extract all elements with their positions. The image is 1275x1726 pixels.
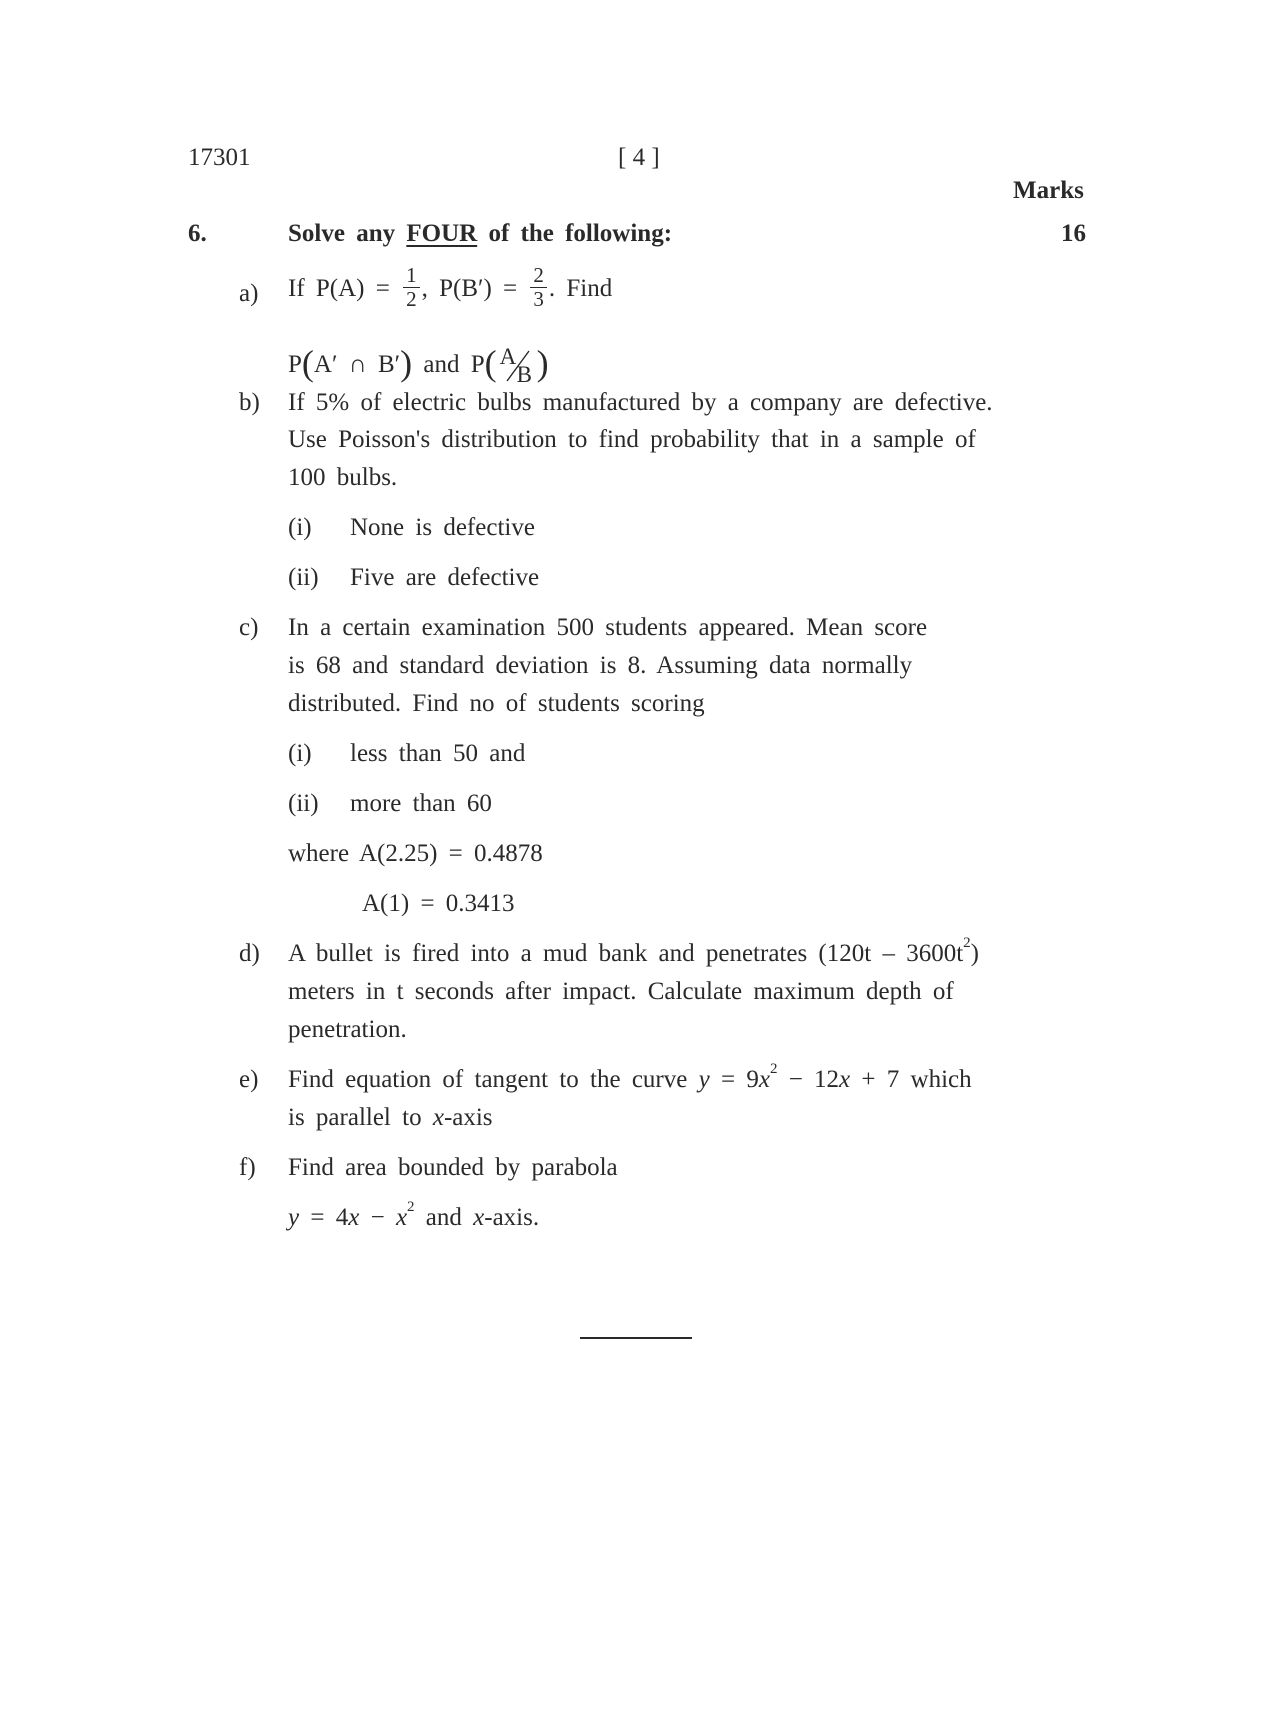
part-b-sub-i-text: None is defective <box>350 514 535 541</box>
marks-heading: Marks <box>1013 177 1084 204</box>
paper-code: 17301 <box>188 144 251 171</box>
part-c-sub-ii-text: more than 60 <box>350 790 492 817</box>
part-d-line1: A bullet is fired into a mud bank and penetrates $(120t - 3600t^2)$ <box>288 935 979 967</box>
label-b: b) <box>239 389 260 416</box>
fraction-one-half: $\frac{1}{2}$ <box>403 265 420 310</box>
label-f: f) <box>239 1154 256 1181</box>
part-c-line2: is 68 and standard deviation is 8. Assuming data normally <box>288 652 913 679</box>
part-c-sub-i-text: less than 50 and <box>350 740 526 767</box>
label-e: e) <box>239 1066 259 1093</box>
label-c: c) <box>239 614 259 641</box>
question-instruction: Solve any FOUR of the following: <box>288 220 673 247</box>
part-d-line3: penetration. <box>288 1016 407 1043</box>
part-a-line2: P(A′ ∩ B′) and P( A B ) <box>288 343 549 388</box>
part-c-where-1: where A(2.25) = 0.4878 <box>288 840 543 867</box>
part-c-line3: distributed. Find no of students scoring <box>288 690 705 717</box>
part-d-line2: meters in t seconds after impact. Calculate maximum depth of <box>288 978 954 1005</box>
conditional-a-given-b: A B <box>499 344 532 388</box>
page-number: [ 4 ] <box>618 144 660 171</box>
part-b-line3: 100 bulbs. <box>288 464 398 491</box>
emphasis-four: FOUR <box>406 220 478 247</box>
fraction-two-thirds: $\frac{2}{3}$ <box>530 265 547 310</box>
part-c-line1: In a certain examination 500 students appeared. Mean score <box>288 614 928 641</box>
part-c-sub-i-num: (i) <box>288 740 312 767</box>
label-a: a) <box>239 280 259 307</box>
part-e-line2: is parallel to x-axis <box>288 1104 493 1131</box>
part-c-sub-ii-num: (ii) <box>288 790 319 817</box>
end-rule <box>580 1337 692 1339</box>
part-f-line1: Find area bounded by parabola <box>288 1154 618 1181</box>
question-marks: 16 <box>1061 220 1086 247</box>
part-c-where-2: A(1) = 0.3413 <box>362 890 515 917</box>
question-number: 6. <box>188 220 207 247</box>
label-d: d) <box>239 940 260 967</box>
part-b-sub-ii-text: Five are defective <box>350 564 540 591</box>
part-b-line2: Use Poisson's distribution to find probability that in a sample of <box>288 426 976 453</box>
part-a-line1: If P(A) = $\frac{1}{2}$ , P(B′) = $\frac{2}{3}$ . Find <box>288 263 613 311</box>
part-b-sub-i-num: (i) <box>288 514 312 541</box>
part-b-sub-ii-num: (ii) <box>288 564 319 591</box>
part-b-line1: If 5% of electric bulbs manufactured by a company are defective. <box>288 389 993 416</box>
part-e-line1: Find equation of tangent to the curve $y = 9x^2 - 12x + 7$ which <box>288 1061 972 1093</box>
part-f-line2: $y = 4x - x^2$ and x-axis. <box>288 1199 540 1231</box>
